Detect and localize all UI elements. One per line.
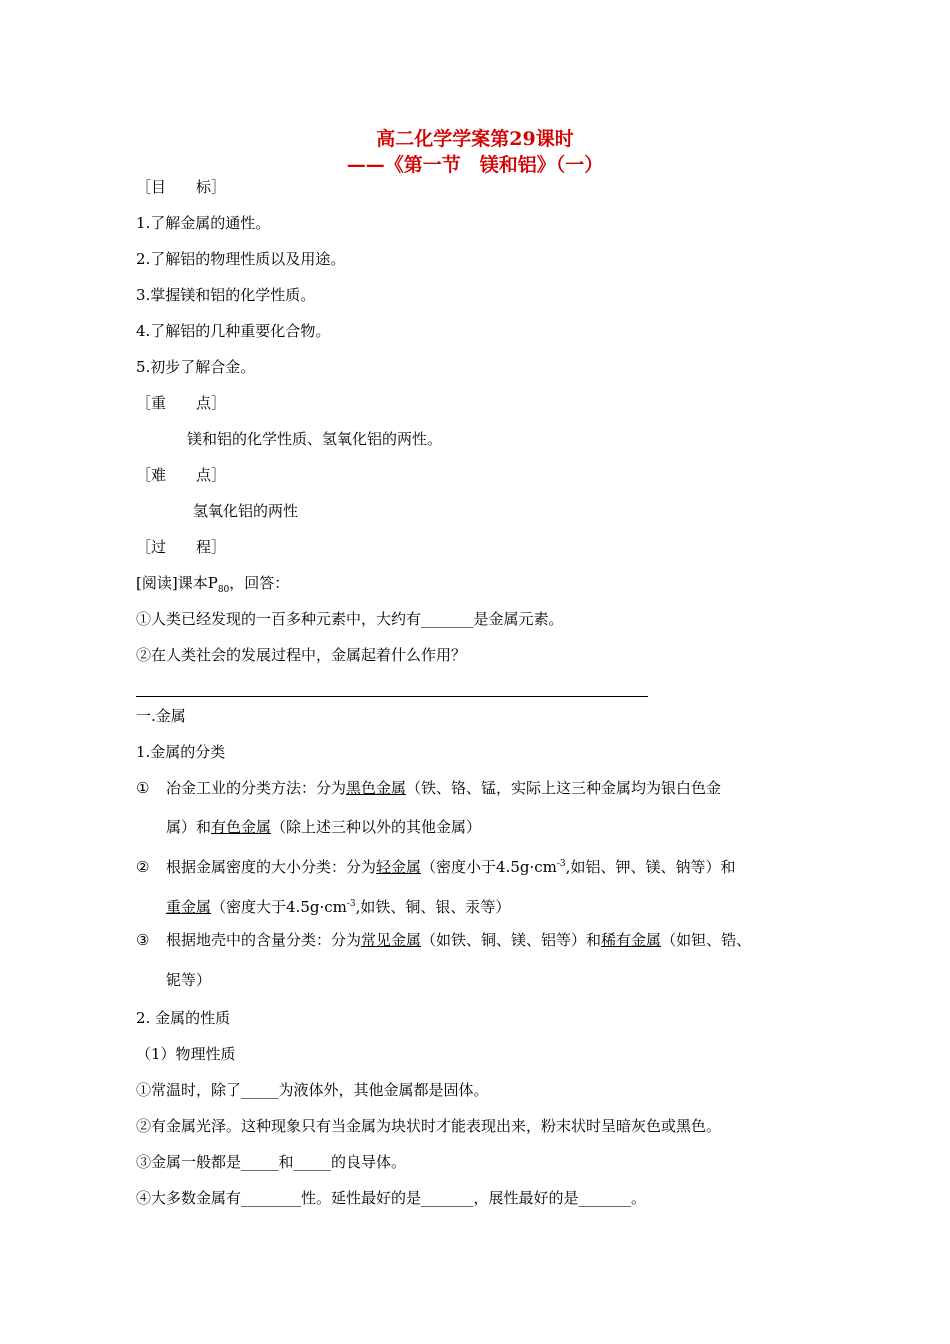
section-classification: 1.金属的分类	[136, 743, 226, 761]
classification-3-cont: 铌等）	[166, 971, 212, 989]
text: ③金属一般都是	[136, 1153, 242, 1171]
classification-2-cont	[166, 894, 510, 917]
term-rare-metal: 稀有金属	[601, 931, 662, 949]
text: （如钽、锆、	[661, 931, 752, 949]
term-light-metal: 轻金属	[376, 858, 422, 876]
text: 冶金工业的分类方法：分为	[166, 779, 347, 797]
question-1-text: ①人类已经发现的一百多种元素中，大约有	[136, 610, 422, 628]
goal-item: 3.掌握镁和铝的化学性质。	[136, 286, 316, 304]
classification-3	[136, 930, 751, 950]
property-3	[136, 1152, 406, 1172]
term-ferrous-metal: 黑色金属	[346, 779, 407, 797]
goal-item: 2.了解铝的物理性质以及用途。	[136, 250, 346, 268]
text: （铁、铬、锰，实际上这三种金属均为银白色金	[406, 779, 722, 797]
text: （如铁、铜、镁、铝等）和	[421, 931, 602, 949]
text: ④大多数金属有	[136, 1189, 242, 1207]
text: 属）和	[166, 818, 212, 836]
text: （密度小于4.5g·cm	[421, 858, 557, 876]
text: （除上述三种以外的其他金属）	[271, 818, 482, 836]
fill-blank[interactable]: _______	[421, 1189, 474, 1207]
goal-item: 4.了解铝的几种重要化合物。	[136, 322, 331, 340]
text: 和	[278, 1153, 294, 1171]
key-header: ［重 点］	[136, 394, 227, 412]
fill-blank[interactable]: _______	[578, 1189, 632, 1207]
fill-blank[interactable]: ________	[241, 1189, 302, 1207]
fill-blank[interactable]: _______	[421, 610, 474, 628]
classification-2	[136, 854, 735, 877]
process-header: ［过 程］	[136, 538, 227, 556]
reading-instruction	[136, 573, 289, 600]
reading-page-subscript: 80	[217, 585, 230, 595]
physical-properties-header: （1）物理性质	[136, 1045, 236, 1063]
item-number: ③	[136, 931, 150, 949]
text: ,如铝、钾、镁、钠等）和	[565, 858, 736, 876]
text: 为液体外，其他金属都是固体。	[278, 1081, 489, 1099]
term-heavy-metal: 重金属	[166, 898, 212, 916]
property-2: ②有金属光泽。这种现象只有当金属为块状时才能表现出来，粉末状时呈暗灰色或黑色。	[136, 1117, 722, 1135]
goal-item: 5.初步了解合金。	[136, 358, 256, 376]
section-metals: 一.金属	[136, 707, 186, 725]
fill-blank[interactable]: _____	[293, 1153, 332, 1171]
superscript: -3	[556, 859, 566, 869]
text: 性。延性最好的是	[301, 1189, 422, 1207]
item-number: ②	[136, 858, 150, 876]
difficult-text: 氢氧化铝的两性	[193, 502, 299, 520]
answer-line[interactable]	[136, 696, 648, 697]
question-1	[136, 609, 564, 629]
text: 根据地壳中的含量分类：分为	[166, 931, 362, 949]
text: 。	[631, 1189, 647, 1207]
section-properties: 2. 金属的性质	[136, 1009, 231, 1027]
goal-header: ［目 标］	[136, 178, 227, 196]
reading-suffix: ，回答：	[229, 574, 290, 592]
term-nonferrous-metal: 有色金属	[211, 818, 272, 836]
property-4	[136, 1188, 646, 1208]
fill-blank[interactable]: _____	[241, 1153, 279, 1171]
reading-prefix: [阅读]课本P	[136, 574, 218, 592]
goal-item: 1.了解金属的通性。	[136, 214, 271, 232]
term-common-metal: 常见金属	[361, 931, 422, 949]
classification-1	[136, 778, 721, 798]
text: ，展性最好的是	[473, 1189, 579, 1207]
text: （密度大于4.5g·cm	[211, 898, 347, 916]
fill-blank[interactable]: _____	[241, 1081, 279, 1099]
key-text: 镁和铝的化学性质、氢氧化铝的两性。	[187, 430, 443, 448]
document-title: 高二化学学案第29课时	[376, 128, 574, 150]
superscript: -3	[346, 899, 356, 909]
question-1-text-end: 是金属元素。	[473, 610, 564, 628]
text: ,如铁、铜、银、汞等）	[355, 898, 511, 916]
question-2: ②在人类社会的发展过程中，金属起着什么作用？	[136, 646, 467, 664]
text: ①常温时，除了	[136, 1081, 242, 1099]
item-number: ①	[136, 779, 150, 797]
document-subtitle: ——《第一节 镁和铝》（一）	[346, 154, 604, 176]
property-1	[136, 1080, 489, 1100]
classification-1-cont	[166, 817, 481, 837]
text: 的良导体。	[331, 1153, 407, 1171]
difficult-header: ［难 点］	[136, 466, 227, 484]
text: 根据金属密度的大小分类：分为	[166, 858, 377, 876]
